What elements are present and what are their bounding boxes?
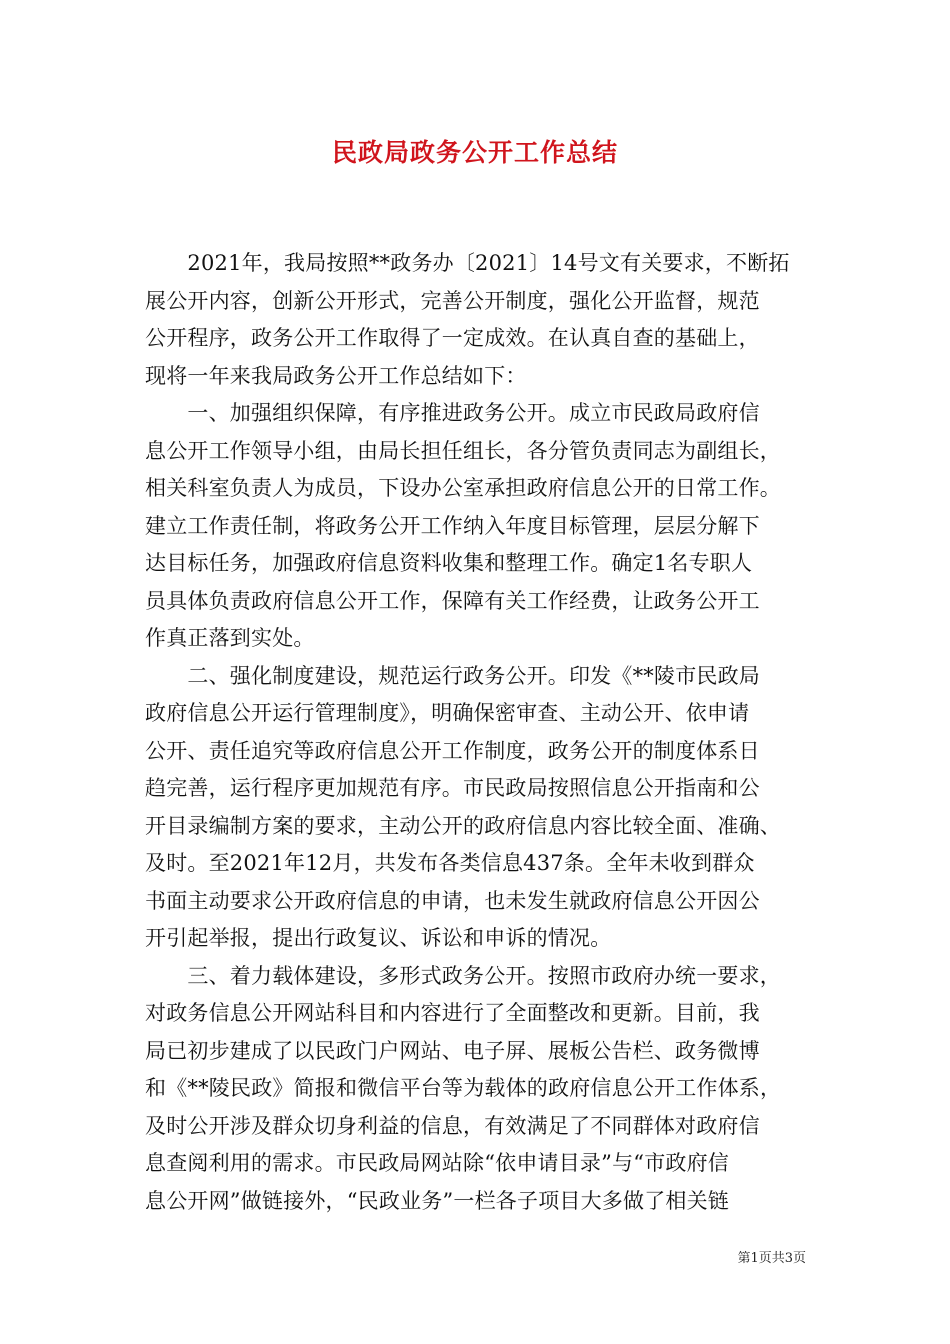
body-line: 及时。至2021年12月，共发布各类信息437条。全年未收到群众 xyxy=(145,851,755,875)
body-line: 开引起举报，提出行政复议、诉讼和申诉的情况。 xyxy=(145,926,612,950)
body-line: 息公开工作领导小组，由局长担任组长，各分管负责同志为副组长， xyxy=(145,438,781,463)
body-line: 二、强化制度建设，规范运行政务公开。印发《**陵市民政局 xyxy=(145,663,760,688)
body-line: 局已初步建成了以民政门户网站、电子屏、展板公告栏、政务微博 xyxy=(145,1038,760,1063)
body-line: 2021年，我局按照**政务办〔2021〕14号文有关要求，不断拓 xyxy=(145,251,790,275)
body-line: 及时公开涉及群众切身利益的信息，有效满足了不同群体对政府信 xyxy=(145,1113,760,1138)
body-line: 达目标任务，加强政府信息资料收集和整理工作。确定1名专职人 xyxy=(145,551,753,575)
body-line: 建立工作责任制，将政务公开工作纳入年度目标管理，层层分解下 xyxy=(145,513,760,538)
body-line: 对政务信息公开网站科目和内容进行了全面整改和更新。目前，我 xyxy=(145,1001,760,1025)
document-title: 民政局政务公开工作总结 xyxy=(331,138,618,167)
document-body xyxy=(145,245,815,1220)
body-line: 相关科室负责人为成员，下设办公室承担政府信息公开的日常工作。 xyxy=(145,476,781,500)
body-line: 员具体负责政府信息公开工作，保障有关工作经费，让政务公开工 xyxy=(145,588,760,613)
body-line: 现将一年来我局政务公开工作总结如下： xyxy=(145,363,527,388)
body-line: 公开程序，政务公开工作取得了一定成效。在认真自查的基础上， xyxy=(145,326,760,350)
body-line: 政府信息公开运行管理制度》，明确保密审查、主动公开、依申请 xyxy=(145,701,750,725)
body-line: 息查阅利用的需求。市民政局网站除“依申请目录”与“市政府信 xyxy=(145,1151,730,1175)
body-line: 展公开内容，创新公开形式，完善公开制度，强化公开监督，规范 xyxy=(145,288,760,313)
body-line: 和《**陵民政》简报和微信平台等为载体的政府信息公开工作体系， xyxy=(145,1076,782,1100)
body-line: 趋完善，运行程序更加规范有序。市民政局按照信息公开指南和公 xyxy=(145,776,760,800)
body-line: 三、着力载体建设，多形式政务公开。按照市政府办统一要求， xyxy=(145,963,781,988)
body-line: 作真正落到实处。 xyxy=(145,626,315,650)
page-number-label: 第1页共3页 xyxy=(737,1251,806,1266)
body-line: 一、加强组织保障，有序推进政务公开。成立市民政局政府信 xyxy=(145,401,760,425)
body-line: 公开、责任追究等政府信息公开工作制度，政务公开的制度体系日 xyxy=(145,738,760,763)
body-line: 开目录编制方案的要求，主动公开的政府信息内容比较全面、准确、 xyxy=(145,813,781,838)
body-line: 书面主动要求公开政府信息的申请，也未发生就政府信息公开因公 xyxy=(145,888,760,913)
body-line: 息公开网”做链接外，“民政业务”一栏各子项目大多做了相关链 xyxy=(145,1188,730,1213)
